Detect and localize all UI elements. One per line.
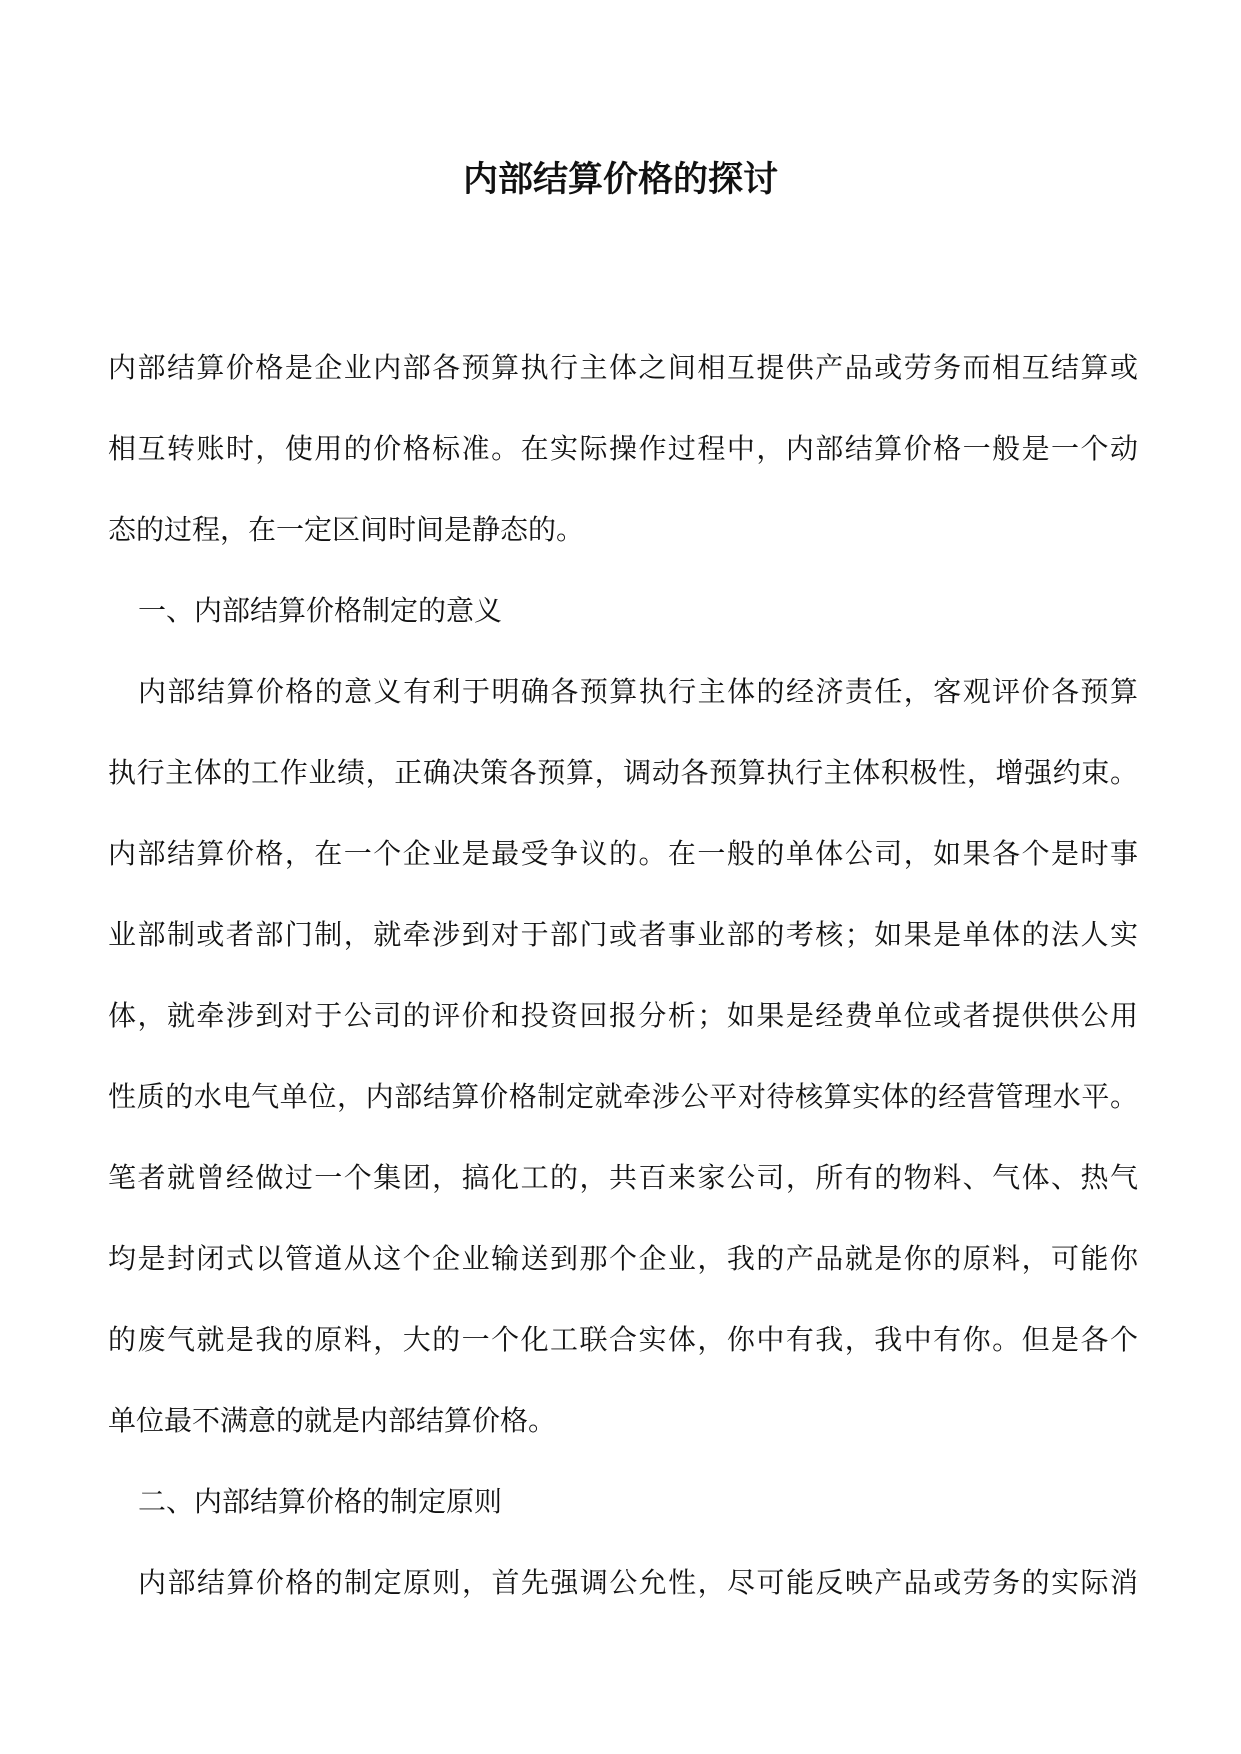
section-heading-2: 二、内部结算价格的制定原则: [138, 1485, 503, 1518]
text-line: 执行主体的工作业绩，正确决策各预算，调动各预算执行主体积极性，增强约束。: [108, 756, 1138, 789]
text-line: 内部结算价格是企业内部各预算执行主体之间相互提供产品或劳务而相互结算或: [108, 351, 1138, 384]
text-line: 态的过程，在一定区间时间是静态的。: [108, 513, 585, 546]
text-line: 均是封闭式以管道从这个企业输送到那个企业，我的产品就是你的原料，可能你: [108, 1242, 1138, 1275]
text-line: 内部结算价格的意义有利于明确各预算执行主体的经济责任，客观评价各预算: [138, 675, 1138, 708]
text-line: 业部制或者部门制，就牵涉到对于部门或者事业部的考核；如果是单体的法人实: [108, 918, 1138, 951]
text-line: 的废气就是我的原料，大的一个化工联合实体，你中有我，我中有你。但是各个: [108, 1323, 1138, 1356]
text-line: 体，就牵涉到对于公司的评价和投资回报分析；如果是经费单位或者提供供公用: [108, 999, 1138, 1032]
section-heading-1: 一、内部结算价格制定的意义: [138, 594, 503, 627]
text-line: 内部结算价格的制定原则，首先强调公允性，尽可能反映产品或劳务的实际消: [138, 1566, 1138, 1599]
text-line: 笔者就曾经做过一个集团，搞化工的，共百来家公司，所有的物料、气体、热气: [108, 1161, 1138, 1194]
text-line: 内部结算价格，在一个企业是最受争议的。在一般的单体公司，如果各个是时事: [108, 837, 1138, 870]
document-body: [108, 344, 1138, 1640]
text-line: 单位最不满意的就是内部结算价格。: [108, 1404, 557, 1437]
document-title: 内部结算价格的探讨: [462, 160, 778, 200]
text-line: 相互转账时，使用的价格标准。在实际操作过程中，内部结算价格一般是一个动: [108, 432, 1138, 465]
text-line: 性质的水电气单位，内部结算价格制定就牵涉公平对待核算实体的经营管理水平。: [108, 1080, 1138, 1113]
